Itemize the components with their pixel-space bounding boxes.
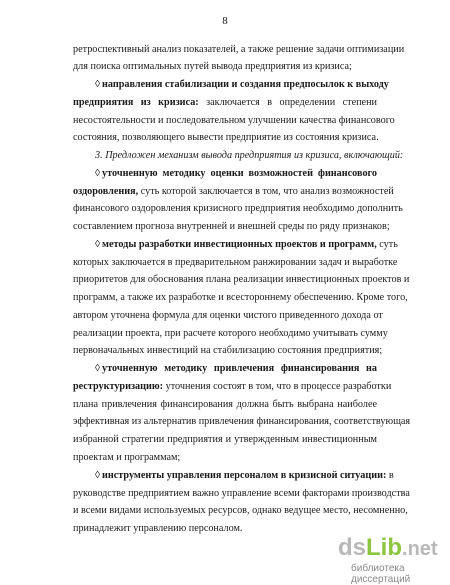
bold-term: предприятия из кризиса: xyxy=(73,97,199,108)
dslib-logo: dsLib.net xyxy=(338,534,438,561)
text-line: которых заключается в предварительном ранжировании задач и выработке xyxy=(73,257,398,268)
watermark-subtitle: библиотека диссертаций xyxy=(351,563,411,585)
text-line: финансового оздоровления кризисного предприятия необходимо дополнить xyxy=(73,203,403,214)
diamond-bullet-icon: ◊ xyxy=(95,79,101,90)
section-heading: 3. Предложен механизм вывода предприятия из кризиса, включающий: xyxy=(95,150,404,161)
text-line: первоначальных инвестиций на стабилизацию состояния предприятия; xyxy=(73,345,383,356)
text-line: программ, а также их разработке и всестороннему обеспечению. Кроме того, xyxy=(73,292,408,303)
text-line: принадлежит управлению персоналом. xyxy=(73,523,243,534)
text-line xyxy=(95,362,377,375)
text-line: плана привлечения финансирования должна быть выбрана наиболее xyxy=(73,399,377,410)
text-line: реструктуризацию: уточнения состоят в том, что в процессе разработки xyxy=(73,381,392,392)
text-line: для поиска оптимальных путей вывода предприятия из кризиса; xyxy=(73,61,352,72)
text-line xyxy=(95,78,389,91)
text-line: эффективная из альтернатив привлечения финансирования, соответствующая xyxy=(73,416,411,427)
text-line: автором уточнена формула для оценки чистого приведенного дохода от xyxy=(73,310,383,321)
bold-term: инструменты управления персоналом в кризисной ситуации: xyxy=(102,470,387,481)
text-line: и всеми видами используемых ресурсов, однако ведущее место, несомненно, xyxy=(73,505,408,516)
text-line: оздоровления, суть которой заключается в том, что анализ возможностей xyxy=(73,186,394,197)
diamond-bullet-icon: ◊ xyxy=(95,470,101,481)
text-line: ◊ инструменты управления персоналом в кризисной ситуации: в xyxy=(95,470,394,481)
bold-term: методы разработки инвестиционных проектов и программ, xyxy=(102,239,377,250)
text-line: приоритетов для обоснования плана реализации инвестиционных проектов и xyxy=(73,274,410,285)
diamond-bullet-icon: ◊ xyxy=(95,239,101,250)
diamond-bullet-icon: ◊ xyxy=(95,363,101,374)
diamond-bullet-icon: ◊ xyxy=(95,168,101,179)
bold-term: уточненную методику привлечения финансирования на xyxy=(102,363,377,374)
text-line: ретроспективный анализ показателей, а также решение задачи оптимизации xyxy=(73,44,405,55)
text-line: реализации проекта, при расчете которого необходимо учитывать сумму xyxy=(73,328,388,339)
bold-term: реструктуризацию: xyxy=(73,381,164,392)
bold-term: оздоровления, xyxy=(73,186,139,197)
text-line: предприятия из кризиса: заключается в определении степени xyxy=(73,97,377,108)
text-line xyxy=(95,167,377,180)
text-line: состояния, позволяющего вывести предприятие из состояния кризиса. xyxy=(73,132,379,143)
bold-term: уточненную методику оценки возможностей финансового xyxy=(102,168,377,179)
text-line: составлением прогноза внутренней и внешней среды по ряду признаков; xyxy=(73,221,390,232)
text-line: руководстве предприятием важно управление всеми факторами производства xyxy=(73,488,410,499)
bold-term: направления стабилизации и создания предпосылок к выходу xyxy=(102,79,389,90)
text-line: проектам и программам; xyxy=(73,452,181,463)
text-line: несостоятельности и последовательном улучшении качества финансового xyxy=(73,115,395,126)
text-line: ◊ методы разработки инвестиционных проектов и программ, суть xyxy=(95,239,398,250)
text-line: избранной стратегии предприятия и утвержденным инвестиционным xyxy=(73,434,377,445)
page-number: 8 xyxy=(222,15,228,27)
